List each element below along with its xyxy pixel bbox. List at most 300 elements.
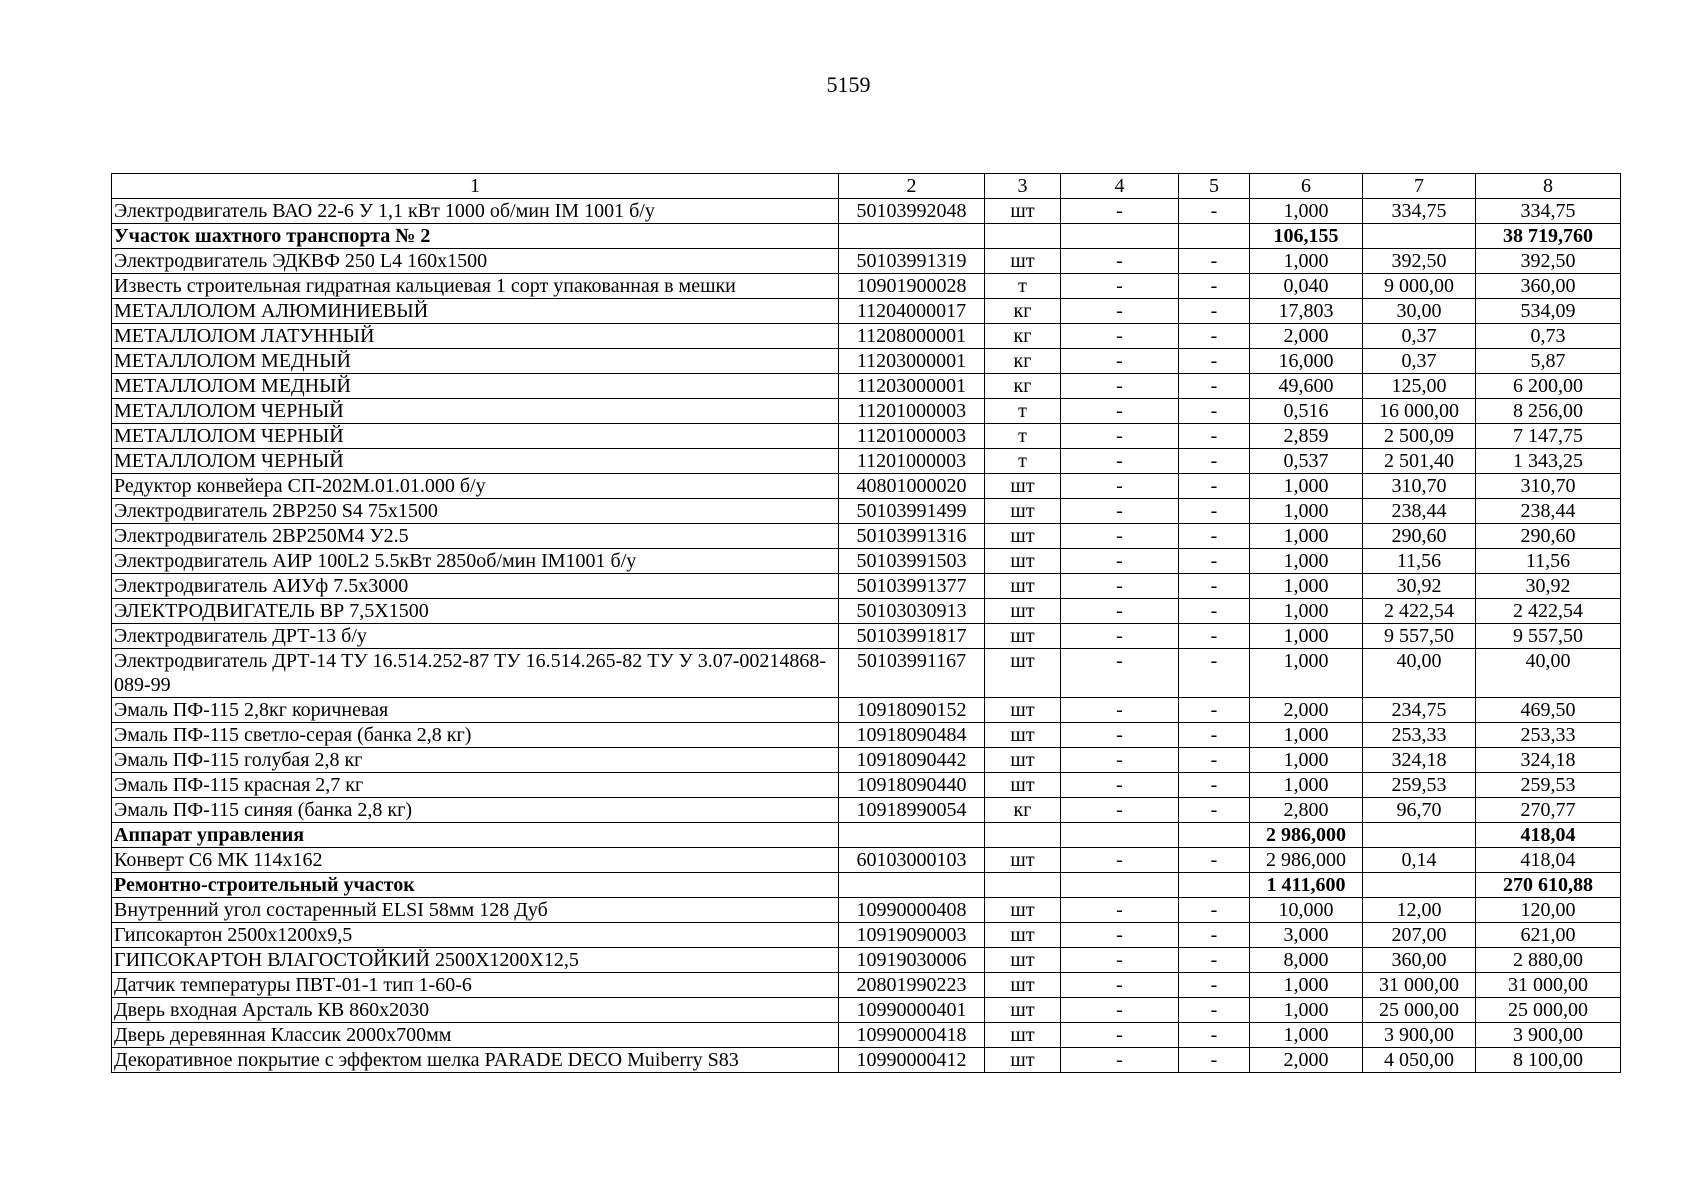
item-price: 259,53	[1363, 773, 1476, 798]
column-5-value: -	[1179, 973, 1250, 998]
item-name: Эмаль ПФ-115 светло-серая (банка 2,8 кг)	[112, 723, 839, 748]
item-price: 125,00	[1363, 374, 1476, 399]
item-code: 50103991817	[839, 624, 985, 649]
column-4-value: -	[1061, 474, 1179, 499]
item-quantity: 17,803	[1250, 299, 1363, 324]
item-code: 10919090003	[839, 923, 985, 948]
item-quantity: 1,000	[1250, 973, 1363, 998]
item-sum: 392,50	[1476, 249, 1621, 274]
item-name: Электродвигатель АИР 100L2 5.5кВт 2850об/мин IM1001 б/у	[112, 549, 839, 574]
item-quantity: 1,000	[1250, 474, 1363, 499]
item-unit: шт	[985, 474, 1061, 499]
item-sum: 238,44	[1476, 499, 1621, 524]
column-4-value: -	[1061, 524, 1179, 549]
column-5-value: -	[1179, 1048, 1250, 1073]
item-name: МЕТАЛЛОЛОМ ЧЕРНЫЙ	[112, 424, 839, 449]
section-title: Аппарат управления	[112, 823, 839, 848]
item-code: 60103000103	[839, 848, 985, 873]
column-header: 8	[1476, 174, 1621, 199]
table-row	[112, 649, 1621, 698]
column-5-value: -	[1179, 948, 1250, 973]
item-code	[839, 224, 985, 249]
column-header: 1	[112, 174, 839, 199]
item-unit: шт	[985, 973, 1061, 998]
item-quantity: 0,040	[1250, 274, 1363, 299]
table-row	[112, 948, 1621, 973]
section-row	[112, 823, 1621, 848]
item-unit: шт	[985, 199, 1061, 224]
table-row	[112, 549, 1621, 574]
item-unit: шт	[985, 948, 1061, 973]
table-row	[112, 374, 1621, 399]
item-price: 30,00	[1363, 299, 1476, 324]
column-5-value: -	[1179, 474, 1250, 499]
item-price: 360,00	[1363, 948, 1476, 973]
column-5-value: -	[1179, 798, 1250, 823]
item-code: 11201000003	[839, 424, 985, 449]
column-5-value	[1179, 873, 1250, 898]
item-quantity: 1,000	[1250, 998, 1363, 1023]
item-quantity: 1,000	[1250, 599, 1363, 624]
item-price: 40,00	[1363, 649, 1476, 698]
item-sum: 259,53	[1476, 773, 1621, 798]
item-sum: 40,00	[1476, 649, 1621, 698]
table-row	[112, 923, 1621, 948]
item-sum: 7 147,75	[1476, 424, 1621, 449]
column-5-value: -	[1179, 773, 1250, 798]
item-unit	[985, 224, 1061, 249]
item-code: 10918090484	[839, 723, 985, 748]
item-code: 10918090440	[839, 773, 985, 798]
column-5-value: -	[1179, 698, 1250, 723]
column-4-value: -	[1061, 549, 1179, 574]
column-4-value: -	[1061, 199, 1179, 224]
item-sum: 1 343,25	[1476, 449, 1621, 474]
item-name: Декоративное покрытие с эффектом шелка PARADE DECO Muiberry S83	[112, 1048, 839, 1073]
item-quantity: 10,000	[1250, 898, 1363, 923]
column-4-value: -	[1061, 599, 1179, 624]
item-code	[839, 873, 985, 898]
item-name: Электродвигатель АИУф 7.5х3000	[112, 574, 839, 599]
item-name: МЕТАЛЛОЛОМ МЕДНЫЙ	[112, 374, 839, 399]
table-row	[112, 898, 1621, 923]
item-price: 11,56	[1363, 549, 1476, 574]
column-4-value: -	[1061, 274, 1179, 299]
item-unit: шт	[985, 848, 1061, 873]
item-sum: 418,04	[1476, 823, 1621, 848]
section-title: Ремонтно-строительный участок	[112, 873, 839, 898]
item-price: 12,00	[1363, 898, 1476, 923]
item-sum: 8 256,00	[1476, 399, 1621, 424]
item-sum: 3 900,00	[1476, 1023, 1621, 1048]
item-quantity: 1,000	[1250, 199, 1363, 224]
column-4-value: -	[1061, 374, 1179, 399]
table-row	[112, 449, 1621, 474]
item-code: 10990000408	[839, 898, 985, 923]
item-price	[1363, 873, 1476, 898]
item-code: 10990000401	[839, 998, 985, 1023]
item-sum: 2 422,54	[1476, 599, 1621, 624]
table-row	[112, 474, 1621, 499]
item-price: 96,70	[1363, 798, 1476, 823]
item-price: 334,75	[1363, 199, 1476, 224]
item-code: 11203000001	[839, 374, 985, 399]
item-sum: 38 719,760	[1476, 224, 1621, 249]
column-5-value: -	[1179, 599, 1250, 624]
item-unit: т	[985, 449, 1061, 474]
item-code: 10918090152	[839, 698, 985, 723]
item-code: 10990000418	[839, 1023, 985, 1048]
table-row	[112, 424, 1621, 449]
item-price: 0,37	[1363, 324, 1476, 349]
table-row	[112, 998, 1621, 1023]
item-sum: 270,77	[1476, 798, 1621, 823]
table-row	[112, 773, 1621, 798]
item-quantity: 16,000	[1250, 349, 1363, 374]
table-row	[112, 349, 1621, 374]
item-code: 20801990223	[839, 973, 985, 998]
item-name: Дверь деревянная Классик 2000х700мм	[112, 1023, 839, 1048]
item-code: 50103991319	[839, 249, 985, 274]
item-unit: шт	[985, 773, 1061, 798]
column-5-value: -	[1179, 299, 1250, 324]
item-name: Гипсокартон 2500х1200х9,5	[112, 923, 839, 948]
table-row	[112, 723, 1621, 748]
column-5-value: -	[1179, 249, 1250, 274]
column-4-value: -	[1061, 773, 1179, 798]
item-name: МЕТАЛЛОЛОМ МЕДНЫЙ	[112, 349, 839, 374]
item-sum: 270 610,88	[1476, 873, 1621, 898]
item-code: 10918090442	[839, 748, 985, 773]
column-5-value: -	[1179, 723, 1250, 748]
item-unit: кг	[985, 349, 1061, 374]
item-name: Электродвигатель ДРТ-14 ТУ 16.514.252-87 ТУ 16.514.265-82 ТУ У 3.07-00214868-089-99	[112, 649, 839, 698]
item-price: 3 900,00	[1363, 1023, 1476, 1048]
item-unit: шт	[985, 574, 1061, 599]
item-code: 50103991503	[839, 549, 985, 574]
column-4-value: -	[1061, 948, 1179, 973]
column-5-value	[1179, 823, 1250, 848]
column-4-value: -	[1061, 349, 1179, 374]
item-name: Эмаль ПФ-115 голубая 2,8 кг	[112, 748, 839, 773]
column-5-value: -	[1179, 374, 1250, 399]
column-4-value: -	[1061, 698, 1179, 723]
item-name: Внутренний угол состаренный ELSI 58мм 128 Дуб	[112, 898, 839, 923]
item-code: 50103991377	[839, 574, 985, 599]
item-sum: 469,50	[1476, 698, 1621, 723]
item-price	[1363, 224, 1476, 249]
column-5-value: -	[1179, 923, 1250, 948]
item-name: МЕТАЛЛОЛОМ ЧЕРНЫЙ	[112, 399, 839, 424]
column-5-value: -	[1179, 748, 1250, 773]
item-price: 9 557,50	[1363, 624, 1476, 649]
item-unit: шт	[985, 923, 1061, 948]
table-row	[112, 848, 1621, 873]
item-sum: 360,00	[1476, 274, 1621, 299]
item-sum: 9 557,50	[1476, 624, 1621, 649]
column-5-value: -	[1179, 424, 1250, 449]
item-quantity: 2,859	[1250, 424, 1363, 449]
table-row	[112, 748, 1621, 773]
item-price: 0,37	[1363, 349, 1476, 374]
item-unit: кг	[985, 299, 1061, 324]
item-sum: 8 100,00	[1476, 1048, 1621, 1073]
column-5-value: -	[1179, 199, 1250, 224]
column-4-value	[1061, 873, 1179, 898]
item-name: Эмаль ПФ-115 красная 2,7 кг	[112, 773, 839, 798]
item-quantity: 8,000	[1250, 948, 1363, 973]
item-sum: 534,09	[1476, 299, 1621, 324]
column-4-value	[1061, 224, 1179, 249]
item-name: Электродвигатель 2ВР250М4 У2.5	[112, 524, 839, 549]
item-name: ГИПСОКАРТОН ВЛАГОСТОЙКИЙ 2500Х1200Х12,5	[112, 948, 839, 973]
column-5-value: -	[1179, 399, 1250, 424]
column-4-value: -	[1061, 973, 1179, 998]
column-5-value: -	[1179, 998, 1250, 1023]
column-4-value: -	[1061, 499, 1179, 524]
table-row	[112, 274, 1621, 299]
item-quantity: 1,000	[1250, 574, 1363, 599]
page-number: 5159	[826, 72, 871, 97]
item-quantity: 2,000	[1250, 698, 1363, 723]
column-4-value: -	[1061, 574, 1179, 599]
item-sum: 6 200,00	[1476, 374, 1621, 399]
table-row	[112, 698, 1621, 723]
column-5-value: -	[1179, 549, 1250, 574]
item-price: 30,92	[1363, 574, 1476, 599]
column-header: 2	[839, 174, 985, 199]
item-unit	[985, 873, 1061, 898]
column-5-value: -	[1179, 499, 1250, 524]
item-price: 2 501,40	[1363, 449, 1476, 474]
item-name: МЕТАЛЛОЛОМ ЧЕРНЫЙ	[112, 449, 839, 474]
item-quantity: 1,000	[1250, 249, 1363, 274]
column-4-value: -	[1061, 1048, 1179, 1073]
column-5-value: -	[1179, 324, 1250, 349]
item-sum: 0,73	[1476, 324, 1621, 349]
item-code: 50103991316	[839, 524, 985, 549]
item-quantity: 1,000	[1250, 549, 1363, 574]
column-4-value: -	[1061, 723, 1179, 748]
item-quantity: 2,000	[1250, 324, 1363, 349]
table-row	[112, 399, 1621, 424]
section-title: Участок шахтного транспорта № 2	[112, 224, 839, 249]
column-4-value: -	[1061, 424, 1179, 449]
column-5-value: -	[1179, 848, 1250, 873]
item-code	[839, 823, 985, 848]
column-5-value: -	[1179, 898, 1250, 923]
item-price: 253,33	[1363, 723, 1476, 748]
column-4-value: -	[1061, 649, 1179, 698]
item-price: 234,75	[1363, 698, 1476, 723]
item-price: 207,00	[1363, 923, 1476, 948]
column-4-value: -	[1061, 748, 1179, 773]
column-5-value: -	[1179, 349, 1250, 374]
item-price	[1363, 823, 1476, 848]
item-unit: шт	[985, 549, 1061, 574]
item-name: Электродвигатель ДРТ-13 б/у	[112, 624, 839, 649]
item-unit: шт	[985, 524, 1061, 549]
item-code: 40801000020	[839, 474, 985, 499]
table-body	[112, 199, 1621, 1073]
item-unit: шт	[985, 1048, 1061, 1073]
item-sum: 31 000,00	[1476, 973, 1621, 998]
item-sum: 11,56	[1476, 549, 1621, 574]
item-unit: шт	[985, 1023, 1061, 1048]
item-code: 11204000017	[839, 299, 985, 324]
table-row	[112, 524, 1621, 549]
item-quantity: 2 986,000	[1250, 848, 1363, 873]
item-price: 16 000,00	[1363, 399, 1476, 424]
item-name: Электродвигатель ВАО 22-6 У 1,1 кВт 1000 об/мин IM 1001 б/у	[112, 199, 839, 224]
item-name: Эмаль ПФ-115 2,8кг коричневая	[112, 698, 839, 723]
item-name: Конверт С6 МК 114х162	[112, 848, 839, 873]
table-row	[112, 199, 1621, 224]
item-code: 11201000003	[839, 399, 985, 424]
table-row	[112, 973, 1621, 998]
item-name: Редуктор конвейера СП-202М.01.01.000 б/у	[112, 474, 839, 499]
item-unit: кг	[985, 374, 1061, 399]
table-row	[112, 599, 1621, 624]
column-header: 7	[1363, 174, 1476, 199]
column-4-value: -	[1061, 624, 1179, 649]
item-code: 11203000001	[839, 349, 985, 374]
item-quantity: 2,000	[1250, 1048, 1363, 1073]
table-row	[112, 249, 1621, 274]
item-price: 238,44	[1363, 499, 1476, 524]
item-price: 9 000,00	[1363, 274, 1476, 299]
item-sum: 5,87	[1476, 349, 1621, 374]
item-price: 310,70	[1363, 474, 1476, 499]
column-number-header	[112, 174, 1621, 199]
column-4-value: -	[1061, 449, 1179, 474]
table-row	[112, 798, 1621, 823]
item-quantity: 1,000	[1250, 1023, 1363, 1048]
item-price: 324,18	[1363, 748, 1476, 773]
item-sum: 2 880,00	[1476, 948, 1621, 973]
column-4-value: -	[1061, 399, 1179, 424]
column-4-value: -	[1061, 848, 1179, 873]
column-5-value: -	[1179, 649, 1250, 698]
item-quantity: 3,000	[1250, 923, 1363, 948]
item-unit: т	[985, 274, 1061, 299]
column-4-value: -	[1061, 998, 1179, 1023]
item-sum: 30,92	[1476, 574, 1621, 599]
item-sum: 25 000,00	[1476, 998, 1621, 1023]
item-quantity: 1,000	[1250, 499, 1363, 524]
item-price: 0,14	[1363, 848, 1476, 873]
column-5-value: -	[1179, 574, 1250, 599]
table-row	[112, 624, 1621, 649]
item-name: Датчик температуры ПВТ-01-1 тип 1-60-6	[112, 973, 839, 998]
item-name: Эмаль ПФ-115 синяя (банка 2,8 кг)	[112, 798, 839, 823]
column-5-value: -	[1179, 524, 1250, 549]
item-quantity: 1 411,600	[1250, 873, 1363, 898]
column-4-value: -	[1061, 898, 1179, 923]
item-price: 4 050,00	[1363, 1048, 1476, 1073]
item-code: 11201000003	[839, 449, 985, 474]
section-row	[112, 873, 1621, 898]
item-sum: 418,04	[1476, 848, 1621, 873]
item-code: 50103991167	[839, 649, 985, 698]
item-quantity: 1,000	[1250, 773, 1363, 798]
item-quantity: 1,000	[1250, 624, 1363, 649]
item-code: 10918990054	[839, 798, 985, 823]
item-price: 392,50	[1363, 249, 1476, 274]
column-4-value: -	[1061, 923, 1179, 948]
item-name: ЭЛЕКТРОДВИГАТЕЛЬ ВР 7,5Х1500	[112, 599, 839, 624]
column-header: 5	[1179, 174, 1250, 199]
item-unit: шт	[985, 649, 1061, 698]
item-sum: 334,75	[1476, 199, 1621, 224]
item-sum: 290,60	[1476, 524, 1621, 549]
item-quantity: 106,155	[1250, 224, 1363, 249]
column-5-value	[1179, 224, 1250, 249]
item-quantity: 1,000	[1250, 649, 1363, 698]
item-unit: кг	[985, 324, 1061, 349]
column-5-value: -	[1179, 449, 1250, 474]
item-unit: кг	[985, 798, 1061, 823]
column-4-value: -	[1061, 249, 1179, 274]
column-5-value: -	[1179, 274, 1250, 299]
table-row	[112, 324, 1621, 349]
item-sum: 324,18	[1476, 748, 1621, 773]
item-unit: шт	[985, 748, 1061, 773]
column-4-value: -	[1061, 1023, 1179, 1048]
item-sum: 621,00	[1476, 923, 1621, 948]
item-unit: шт	[985, 723, 1061, 748]
item-unit: шт	[985, 499, 1061, 524]
item-quantity: 0,537	[1250, 449, 1363, 474]
item-unit: шт	[985, 624, 1061, 649]
item-price: 2 500,09	[1363, 424, 1476, 449]
item-quantity: 2,800	[1250, 798, 1363, 823]
column-5-value: -	[1179, 1023, 1250, 1048]
column-4-value: -	[1061, 324, 1179, 349]
item-unit	[985, 823, 1061, 848]
item-code: 10990000412	[839, 1048, 985, 1073]
item-unit: т	[985, 424, 1061, 449]
item-name: Дверь входная Арсталь КВ 860х2030	[112, 998, 839, 1023]
column-header: 4	[1061, 174, 1179, 199]
item-quantity: 1,000	[1250, 723, 1363, 748]
table-row	[112, 574, 1621, 599]
column-4-value: -	[1061, 299, 1179, 324]
item-code: 10901900028	[839, 274, 985, 299]
section-row	[112, 224, 1621, 249]
item-code: 11208000001	[839, 324, 985, 349]
item-quantity: 2 986,000	[1250, 823, 1363, 848]
item-unit: шт	[985, 898, 1061, 923]
item-code: 50103992048	[839, 199, 985, 224]
item-quantity: 0,516	[1250, 399, 1363, 424]
item-unit: шт	[985, 599, 1061, 624]
item-price: 2 422,54	[1363, 599, 1476, 624]
item-code: 50103991499	[839, 499, 985, 524]
item-sum: 120,00	[1476, 898, 1621, 923]
inventory-table	[111, 173, 1621, 1073]
item-price: 25 000,00	[1363, 998, 1476, 1023]
column-5-value: -	[1179, 624, 1250, 649]
table-row	[112, 1048, 1621, 1073]
column-header: 3	[985, 174, 1061, 199]
column-4-value: -	[1061, 798, 1179, 823]
table-row	[112, 299, 1621, 324]
item-name: МЕТАЛЛОЛОМ АЛЮМИНИЕВЫЙ	[112, 299, 839, 324]
item-quantity: 1,000	[1250, 524, 1363, 549]
item-unit: шт	[985, 698, 1061, 723]
item-sum: 253,33	[1476, 723, 1621, 748]
